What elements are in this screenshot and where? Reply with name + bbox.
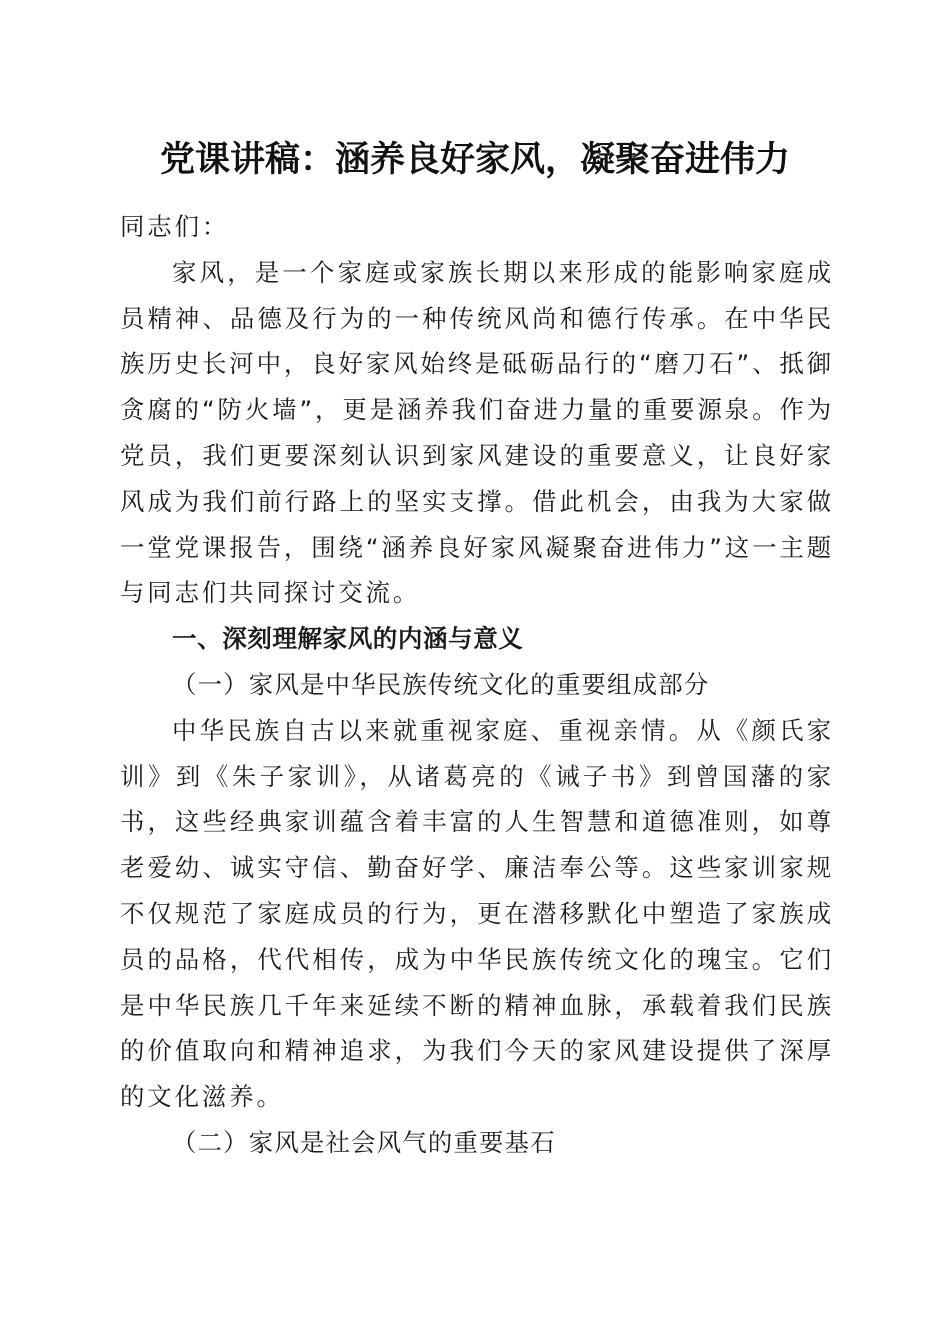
intro-paragraph: 家风，是一个家庭或家族长期以来形成的能影响家庭成员精神、品德及行为的一种传统风尚和德行传承。在中华民族历史长河中，良好家风始终是砥砺品行的“磨刀石”、抵御贪腐的“防火墙”，更是涵养我们奋进力量的重要源泉。作为党员，我们更要深刻认识到家风建设的重要意义，让良好家风成为我们前行路上的坚实支撑。借此机会，由我为大家做一堂党课报告，围绕“涵养良好家风凝聚奋进伟力”这一主题与同志们共同探讨交流。 — [120, 257, 834, 608]
section-1-heading: 一、深刻理解家风的内涵与意义 — [172, 624, 524, 654]
salutation: 同志们： — [120, 212, 230, 241]
subsection-1-heading: （一）家风是中华民族传统文化的重要组成部分 — [172, 669, 710, 699]
document-title: 党课讲稿：涵养良好家风，凝聚奋进伟力 — [159, 139, 790, 180]
subsection-1-paragraph: 中华民族自古以来就重视家庭、重视亲情。从《颜氏家训》到《朱子家训》，从诸葛亮的《诫子书》到曾国藩的家书，这些经典家训蕴含着丰富的人生智慧和道德准则，如尊老爱幼、诚实守信、勤奋好学、廉洁奉公等。这些家训家规不仅规范了家庭成员的行为，更在潜移默化中塑造了家族成员的品格，代代相传，成为中华民族传统文化的瑰宝。它们是中华民族几千年来延续不断的精神血脉，承载着我们民族的价值取向和精神追求，为我们今天的家风建设提供了深厚的文化滋养。 — [120, 715, 834, 1112]
subsection-2-heading: （二）家风是社会风气的重要基石 — [172, 1127, 556, 1157]
document-body — [120, 204, 834, 1166]
